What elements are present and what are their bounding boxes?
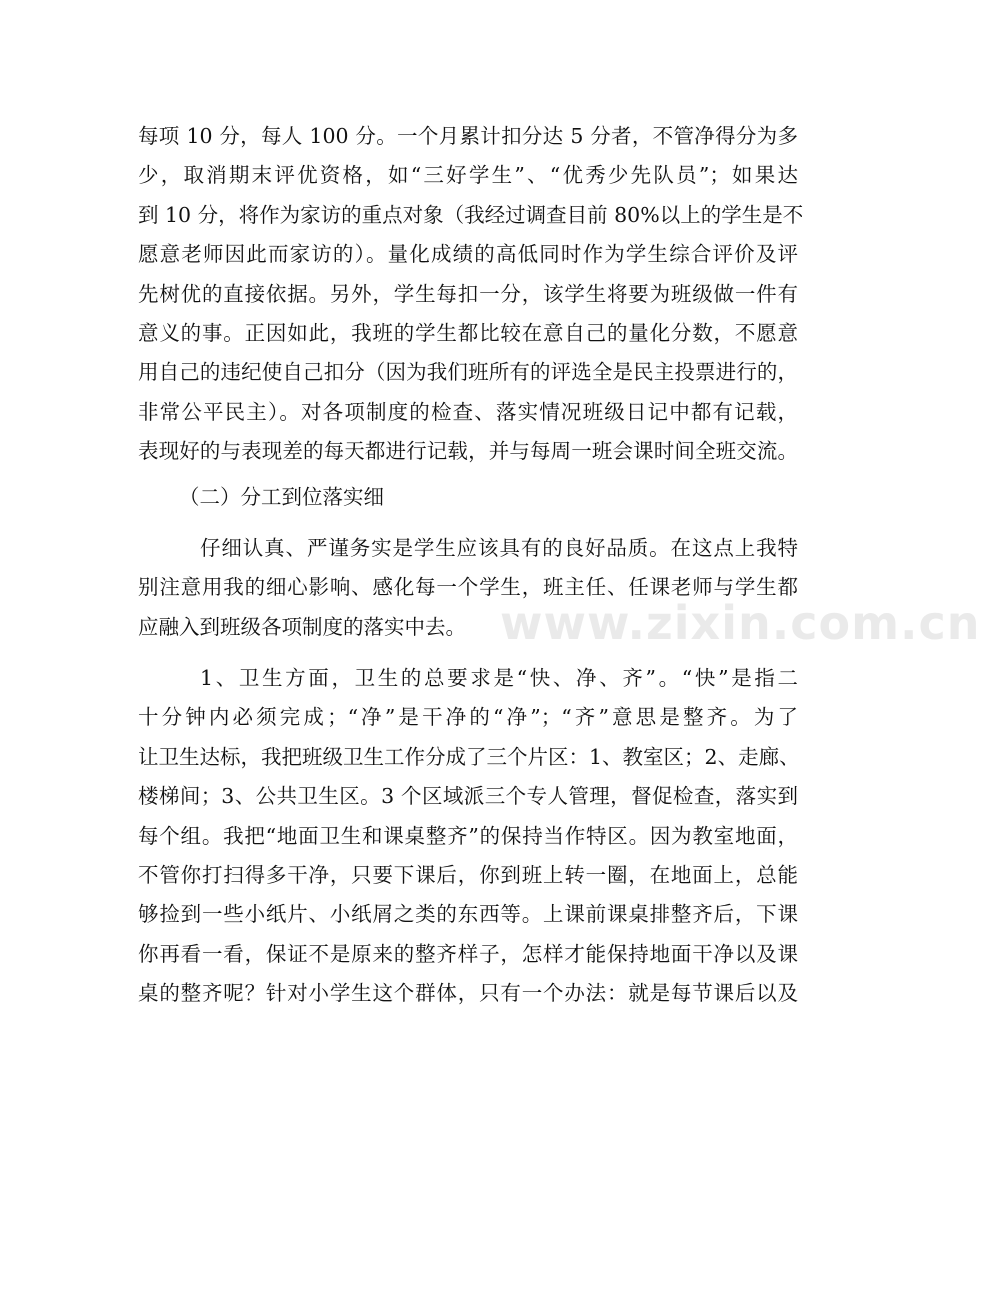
text-line: 非常公平民主）。对各项制度的检查、落实情况班级日记中都有记载， [138,399,798,424]
text-line: 桌的整齐呢？针对小学生这个群体，只有一个办法：就是每节课后以及 [138,981,798,1006]
text-line: 让卫生达标，我把班级卫生工作分成了三个片区：1、教室区；2、走廊、 [138,744,800,769]
text-line: 意义的事。正因如此，我班的学生都比较在意自己的量化分数，不愿意 [138,320,798,345]
document-body [138,117,804,1014]
text-line: 先树优的直接依据。另外，学生每扣一分，该学生将要为班级做一件有 [138,281,798,306]
text-line: 不管你打扫得多干净，只要下课后，你到班上转一圈，在地面上，总能 [138,863,798,888]
text-line: 表现好的与表现差的每天都进行记载，并与每周一班会课时间全班交流。 [138,439,798,464]
text-line: 每项 10 分，每人 100 分。一个月累计扣分达 5 分者，不管净得分为多 [138,124,798,148]
section-heading: （二）分工到位落实细 [179,484,384,509]
paragraph-scoring-rules [138,117,804,472]
text-line: 别注意用我的细心影响、感化每一个学生，班主任、任课老师与学生都 [138,575,798,600]
text-line: 应融入到班级各项制度的落实中去。 [138,614,466,639]
text-line: 愿意老师因此而家访的）。量化成绩的高低同时作为学生综合评价及评 [138,242,798,267]
text-line: 用自己的违纪使自己扣分（因为我们班所有的评选全是民主投票进行的， [138,360,798,385]
text-line: 仔细认真、严谨务实是学生应该具有的良好品质。在这点上我特 [200,535,798,560]
text-line: 十分钟内必须完成；“净”是干净的“净”；“齐”意思是整齐。为了 [138,705,798,730]
text-line: 楼梯间；3、公共卫生区。3 个区域派三个专人管理，督促检查，落实到 [138,784,798,809]
text-line: 到 10 分，将作为家访的重点对象（我经过调查目前 80%以上的学生是不 [138,202,804,227]
text-line: 每个组。我把“地面卫生和课桌整齐”的保持当作特区。因为教室地面， [138,823,798,848]
watermark: www.zixin.com.cn [500,596,981,650]
text-line: 够捡到一些小纸片、小纸屑之类的东西等。上课前课桌排整齐后，下课 [138,902,798,927]
text-line: 1、卫生方面，卫生的总要求是“快、净、齐”。“快”是指二 [200,666,798,691]
text-line: 你再看一看，保证不是原来的整齐样子，怎样才能保持地面干净以及课 [138,941,798,966]
paragraph-responsibilities [138,529,798,647]
text-line: 少，取消期末评优资格，如“三好学生”、“优秀少先队员”；如果达 [138,163,798,188]
paragraph-hygiene [138,659,798,1014]
